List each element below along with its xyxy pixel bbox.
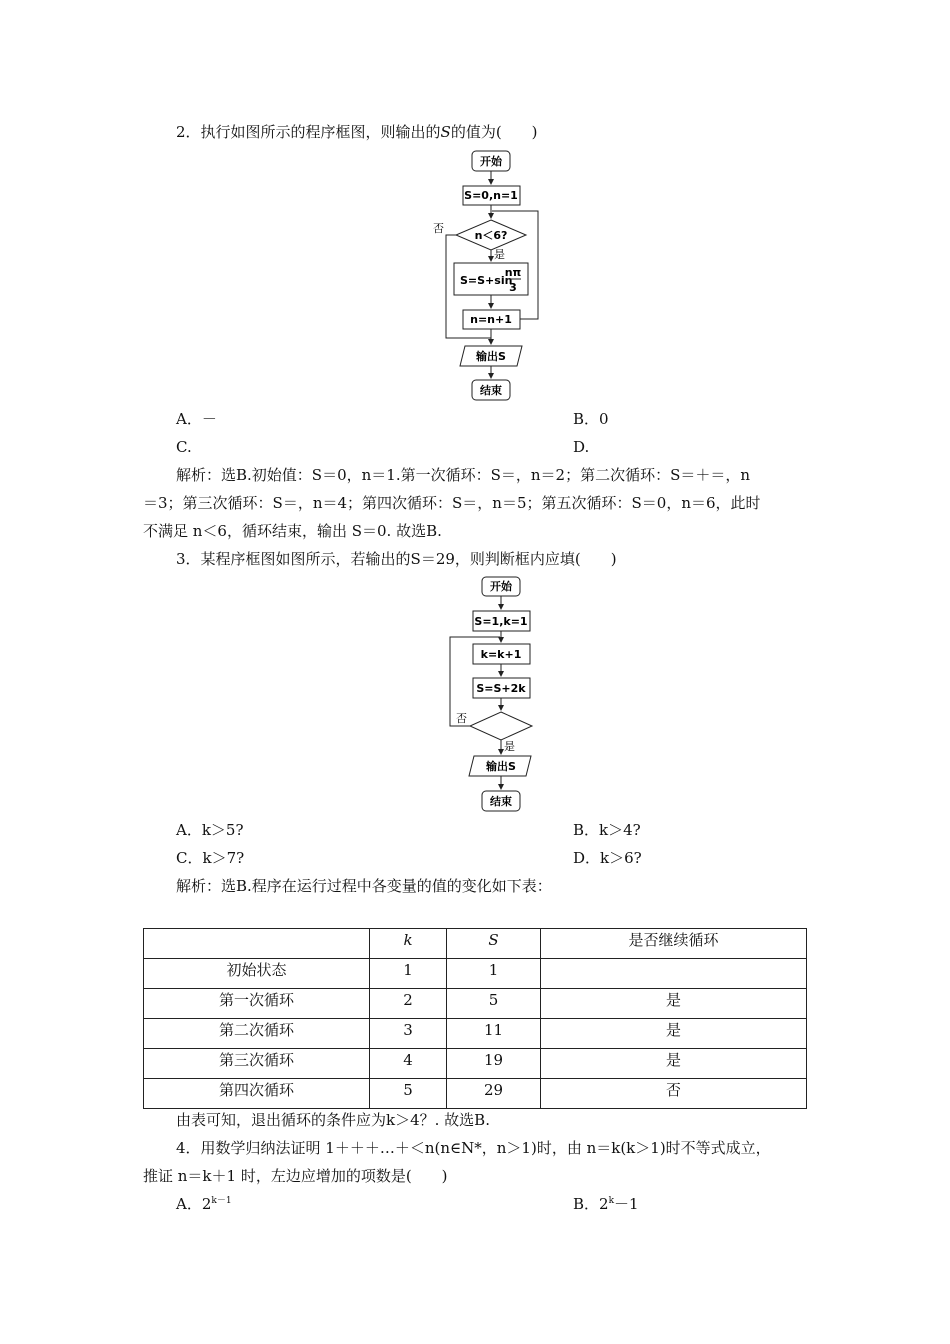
flow3-yes-label: 是 [504,740,515,753]
q2-solution-line-1: 解析：选B.初始值：S＝0，n＝1.第一次循环：S＝，n＝2；第二次循环：S＝＋＝，n [176,466,751,484]
table-cell [541,959,807,989]
table-cell: 5 [370,1079,447,1109]
q4-stem-line-1: 4．用数学归纳法证明 1＋＋＋…＋＜n(n∈N*，n＞1)时，由 n＝k(k＞1)时不等式成立， [176,1139,771,1157]
q3-conclusion: 由表可知，退出循环的条件应为k＞4？. 故选B. [176,1111,490,1129]
q2-stem-var: S [440,123,451,141]
flow2-incr-text: n=n+1 [470,313,512,326]
flow2-output-text: 输出S [476,350,506,363]
table-header-row [144,929,807,959]
table-cell: 是 [541,1019,807,1049]
flow2-init-text: S=0,n=1 [464,189,518,202]
table-cell: 2 [370,989,447,1019]
q4-option-b-tail: －1 [614,1195,639,1213]
table-cell: 第一次循环 [144,989,370,1019]
q2-option-c: C. [176,438,192,456]
flow2-update-text: S=S+sin [460,274,513,287]
table-header-cell [144,929,370,959]
table-row [144,959,807,989]
table-cell: 1 [370,959,447,989]
flow2-update-num: nπ [504,266,522,279]
flowchart-q3-svg [440,574,550,818]
table-cell: 是 [541,989,807,1019]
flowchart-q2 [430,148,560,406]
flow2-update-den: 3 [509,281,517,294]
flow3-init-text: S=1,k=1 [474,615,528,628]
table-row [144,989,807,1019]
flow3-start-text: 开始 [490,580,512,593]
q2-solution-line-3: 不满足 n＜6，循环结束，输出 S＝0. 故选B. [143,522,442,540]
q4-option-a-base: A．2 [176,1195,212,1213]
table-cell: 5 [447,989,541,1019]
q3-value-table [143,928,807,1109]
flow3-update-text: S=S+2k [476,682,526,695]
table-cell: 11 [447,1019,541,1049]
table-cell: 29 [447,1079,541,1109]
flow2-end-text: 结束 [480,384,502,397]
q2-stem [176,122,538,142]
table-cell: 是 [541,1049,807,1079]
q3-stem: 3．某程序框图如图所示，若输出的S＝29，则判断框内应填( ) [176,550,617,568]
q4-stem-line-2: 推证 n＝k＋1 时，左边应增加的项数是( ) [143,1167,448,1185]
flow2-start-text: 开始 [480,155,502,168]
table-cell: 4 [370,1049,447,1079]
q4-option-b-base: B．2 [573,1195,609,1213]
table-cell: 初始状态 [144,959,370,989]
q4-option-a-exp: k－1 [211,1196,232,1206]
q2-option-b: B．0 [573,410,609,428]
q2-solution-line-2: ＝3；第三次循环：S＝，n＝4；第四次循环：S＝，n＝5；第五次循环：S＝0，n＝6，此时 [143,494,761,512]
table-header-cell: 是否继续循环 [541,929,807,959]
q3-solution-intro: 解析：选B.程序在运行过程中各变量的值的变化如下表： [176,877,552,895]
table-header-cell: k [370,929,447,959]
q3-option-b: B．k＞4? [573,821,641,839]
q3-option-c: C．k＞7? [176,849,245,867]
q2-option-a: A．－ [176,410,217,428]
flow3-end-text: 结束 [490,795,512,808]
table-row [144,1079,807,1109]
table-cell: 3 [370,1019,447,1049]
q4-option-b [573,1194,639,1214]
flow3-no-label: 否 [456,712,467,725]
table-header-cell: S [447,929,541,959]
q4-option-a [176,1194,232,1214]
table-cell: 第四次循环 [144,1079,370,1109]
flowchart-q3 [440,574,550,818]
q3-option-d: D．k＞6? [573,849,642,867]
table-cell: 第二次循环 [144,1019,370,1049]
table-cell: 否 [541,1079,807,1109]
flow2-cond-text: n＜6? [474,229,508,242]
flow3-incr-text: k=k+1 [480,648,522,661]
flowchart-q2-svg [430,148,560,406]
q4-option-b-exp: k [608,1196,615,1206]
flow3-output-text: 输出S [486,760,516,773]
table-row [144,1019,807,1049]
q3-option-a: A．k＞5? [176,821,244,839]
table-cell: 19 [447,1049,541,1079]
q2-option-d: D. [573,438,590,456]
flow2-no-label: 否 [433,222,444,235]
flow3-cond-diamond [470,712,532,740]
q2-stem-suffix: 的值为( ) [450,123,538,141]
table-cell: 1 [447,959,541,989]
q2-stem-prefix: 2．执行如图所示的程序框图，则输出的 [176,123,441,141]
flow2-yes-label: 是 [494,248,505,261]
table-cell: 第三次循环 [144,1049,370,1079]
table-row [144,1049,807,1079]
